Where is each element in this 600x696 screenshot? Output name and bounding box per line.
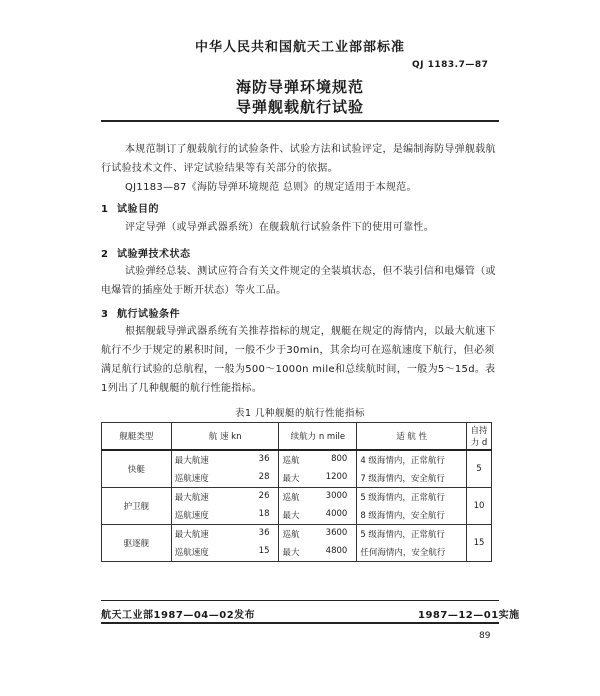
speed-max-cell	[171, 525, 279, 544]
speed-max-value: 26	[258, 491, 270, 501]
sea-normal-cell: 4 级海情内，正常航行	[357, 450, 467, 469]
speed-max-label: 最大航速	[174, 530, 209, 540]
header-speed: 航 速 kn	[171, 423, 279, 451]
section-3-number: 3	[101, 309, 109, 320]
section-1-number: 1	[101, 204, 109, 215]
section-1-body: 评定导弹（或导弹武器系统）在舰载航行试验条件下的使用可靠性。	[125, 222, 434, 233]
document-title-line2: 导弹舰载航行试验	[235, 98, 364, 116]
range-max-value: 1200	[325, 472, 348, 482]
endurance-cell: 10	[466, 488, 491, 525]
speed-cruise-cell	[171, 506, 279, 525]
sea-normal-cell: 5 级海情内，正常航行	[357, 525, 467, 544]
speed-max-value: 36	[258, 528, 270, 538]
speed-cruise-label: 巡航速度	[174, 511, 209, 521]
endurance-cell: 15	[466, 525, 491, 562]
speed-max-value: 36	[258, 454, 270, 464]
effective-date: 1987—12—01实施	[418, 610, 520, 621]
section-2-body: 试验弹经总装、测试应符合有关文件规定的全装填状态，但不装引信和电爆管（或电爆管的插座处于断开状态）等火工品。	[101, 266, 496, 296]
section-2-title: 试验弹技术状态	[117, 249, 191, 260]
section-3-title: 航行试验条件	[117, 309, 180, 320]
ship-type-cell: 快艇	[102, 450, 172, 488]
speed-cruise-label: 巡航速度	[174, 474, 209, 484]
section-1-heading	[101, 200, 159, 215]
header-seaworthiness: 适 航 性	[357, 423, 467, 451]
range-cruise-value: 800	[331, 454, 348, 464]
footer-bottom-divider	[101, 622, 499, 624]
speed-max-label: 最大航速	[174, 493, 209, 503]
header-divider	[101, 120, 499, 122]
issuing-authority: 中华人民共和国航天工业部部标准	[194, 40, 405, 55]
speed-cruise-value: 28	[258, 472, 270, 482]
footer-divider	[101, 600, 499, 601]
section-2-heading	[101, 245, 191, 260]
speed-max-label: 最大航速	[174, 456, 209, 466]
range-cruise-label: 巡航	[282, 530, 300, 540]
speed-cruise-value: 15	[258, 546, 270, 556]
speed-cruise-cell	[171, 543, 279, 562]
table-caption: 表1 几种舰艇的航行性能指标	[234, 408, 366, 419]
range-max-label: 最大	[282, 548, 300, 558]
table-header-row	[102, 423, 492, 451]
table-row	[102, 488, 492, 507]
sea-normal-cell: 5 级海情内，正常航行	[357, 488, 467, 507]
range-cruise-value: 3600	[325, 528, 348, 538]
ship-performance-table	[101, 422, 492, 562]
speed-cruise-label: 巡航速度	[174, 548, 209, 558]
range-cruise-value: 3000	[325, 491, 348, 501]
section-3-body: 根据舰载导弹武器系统有关推荐指标的规定，舰艇在规定的海情内，以最大航速下航行不少于规定的累积时间，一般不少于30min，其余均可在巡航速度下航行，但必须满足航行试验的总航程，一般为500～1000n mile和总续航时间，一般为5～15d。表1列出了几种舰艇的航行性能指标。	[101, 326, 496, 394]
section-3-heading	[101, 305, 180, 320]
endurance-cell: 5	[466, 450, 491, 488]
range-max-label: 最大	[282, 474, 300, 484]
sea-safe-cell: 任何海情内，安全航行	[357, 543, 467, 562]
header-range: 续航力 n mile	[279, 423, 357, 451]
ship-type-cell: 护卫舰	[102, 488, 172, 525]
header-ship-type: 舰艇类型	[102, 423, 172, 451]
range-cruise-cell	[279, 525, 357, 544]
range-cruise-cell	[279, 450, 357, 469]
sea-safe-cell: 7 级海情内，安全航行	[357, 469, 467, 488]
speed-max-cell	[171, 488, 279, 507]
range-cruise-label: 巡航	[282, 456, 300, 466]
sea-safe-cell: 8 级海情内，安全航行	[357, 506, 467, 525]
intro-paragraph-1: 本规范制订了舰载航行的试验条件、试验方法和试验评定，是编制海防导弹舰载航行试验技术文件、评定试验结果等有关部分的依据。	[101, 144, 496, 174]
range-max-label: 最大	[282, 511, 300, 521]
ship-type-cell: 驱逐舰	[102, 525, 172, 562]
speed-cruise-cell	[171, 469, 279, 488]
range-max-cell	[279, 543, 357, 562]
table-row	[102, 450, 492, 469]
intro-paragraph-2: QJ1183—87《海防导弹环境规范 总则》的规定适用于本规范。	[125, 182, 417, 193]
section-1-title: 试验目的	[117, 204, 159, 215]
standard-code: QJ 1183.7—87	[412, 60, 489, 70]
speed-max-cell	[171, 450, 279, 469]
range-cruise-cell	[279, 488, 357, 507]
section-2-number: 2	[101, 249, 109, 260]
page-number: 89	[479, 631, 491, 641]
range-max-value: 4800	[325, 546, 348, 556]
document-title-line1: 海防导弹环境规范	[235, 78, 364, 96]
range-cruise-label: 巡航	[282, 493, 300, 503]
speed-cruise-value: 18	[258, 509, 270, 519]
range-max-cell	[279, 469, 357, 488]
issue-date: 航天工业部1987—04—02发布	[101, 610, 256, 621]
header-endurance: 自持力 d	[466, 423, 491, 451]
range-max-value: 4000	[325, 509, 348, 519]
table-row	[102, 525, 492, 544]
range-max-cell	[279, 506, 357, 525]
